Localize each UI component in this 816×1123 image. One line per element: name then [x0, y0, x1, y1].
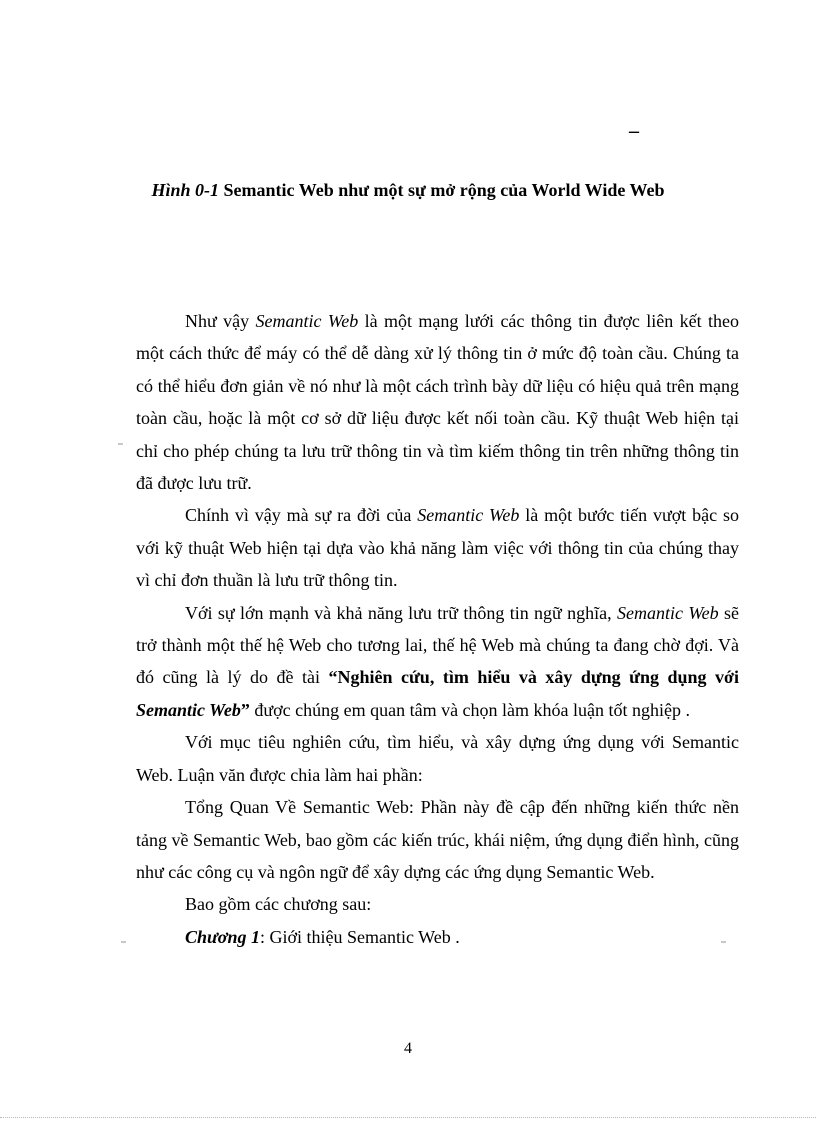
- scan-speck: [118, 443, 123, 445]
- figure-title: Semantic Web như một sự mở rộng của World Wide Web: [219, 180, 665, 200]
- body-text: [136, 305, 739, 953]
- p3-term: Semantic Web: [617, 602, 719, 623]
- p2-text-b: là một bước tiến vượt bậc so với kỹ thuật Web hiện tại dựa vào khả năng làm việc với thông tin của chúng thay vì chỉ đơn thuần là lưu trữ thông tin.: [136, 505, 739, 591]
- paragraph-7: [136, 921, 739, 953]
- chapter-1-title: : Giới thiệu Semantic Web .: [259, 926, 460, 947]
- paragraph-2: [136, 499, 739, 596]
- p1-text-b: là một mạng lưới các thông tin được liên kết theo một cách thức để máy có thể dễ dàng xử lý thông tin ở mức độ toàn cầu. Chúng ta có thể hiểu đơn giản về nó như là một cách trình bày dữ liệu có hiệu quả trên mạng toàn cầu, hoặc là một cơ sở dữ liệu được kết nối toàn cầu. Kỹ thuật Web hiện tại chỉ cho phép chúng ta lưu trữ thông tin và tìm kiếm thông tin trên những thông tin đã được lưu trữ.: [136, 311, 739, 494]
- thesis-title-part-1: “Nghiên cứu, tìm hiểu và xây dựng ứng dụng với: [328, 667, 739, 688]
- paragraph-4: Với mục tiêu nghiên cứu, tìm hiểu, và xây dựng ứng dụng với Semantic Web. Luận văn được chia làm hai phần:: [136, 732, 739, 785]
- thesis-title-part-2: ”: [240, 699, 250, 720]
- p1-term: Semantic Web: [255, 311, 359, 331]
- p2-text-a: Chính vì vậy mà sự ra đời của: [185, 505, 418, 526]
- p3-text-b: sẽ trở thành một thế hệ Web cho tương lai, thế hệ Web mà chúng ta đang chờ đợi. Và đó cũng là lý do đề tài: [136, 602, 739, 688]
- p3-text-a: Với sự lớn mạnh và khả năng lưu trữ thông tin ngữ nghĩa,: [185, 602, 617, 623]
- paragraph-1: [136, 305, 739, 499]
- p3-text-c: được chúng em quan tâm và chọn làm khóa luận tốt nghiệp .: [249, 699, 691, 720]
- chapter-1-label: Chương 1: [185, 926, 260, 947]
- page-bottom-divider: [0, 1117, 816, 1118]
- figure-number: Hình 0-1: [151, 180, 220, 200]
- header-dash: –: [629, 120, 639, 142]
- figure-caption: [0, 178, 816, 202]
- page-number: 4: [404, 1040, 412, 1057]
- scan-speck: [121, 941, 126, 943]
- p1-text-a: Như vậy: [185, 311, 256, 331]
- p2-term: Semantic Web: [417, 505, 520, 526]
- paragraph-5: Tổng Quan Về Semantic Web: Phần này đề cập đến những kiến thức nền tảng về Semantic Web, bao gồm các kiến trúc, khái niệm, ứng dụng điển hình, cũng như các công cụ và ngôn ngữ để xây dựng các ứng dụng Semantic Web.: [136, 797, 739, 882]
- paragraph-6: Bao gồm các chương sau:: [185, 894, 372, 915]
- paragraph-3: [136, 597, 739, 727]
- thesis-title-term: Semantic Web: [136, 699, 241, 720]
- scan-speck: [721, 941, 726, 943]
